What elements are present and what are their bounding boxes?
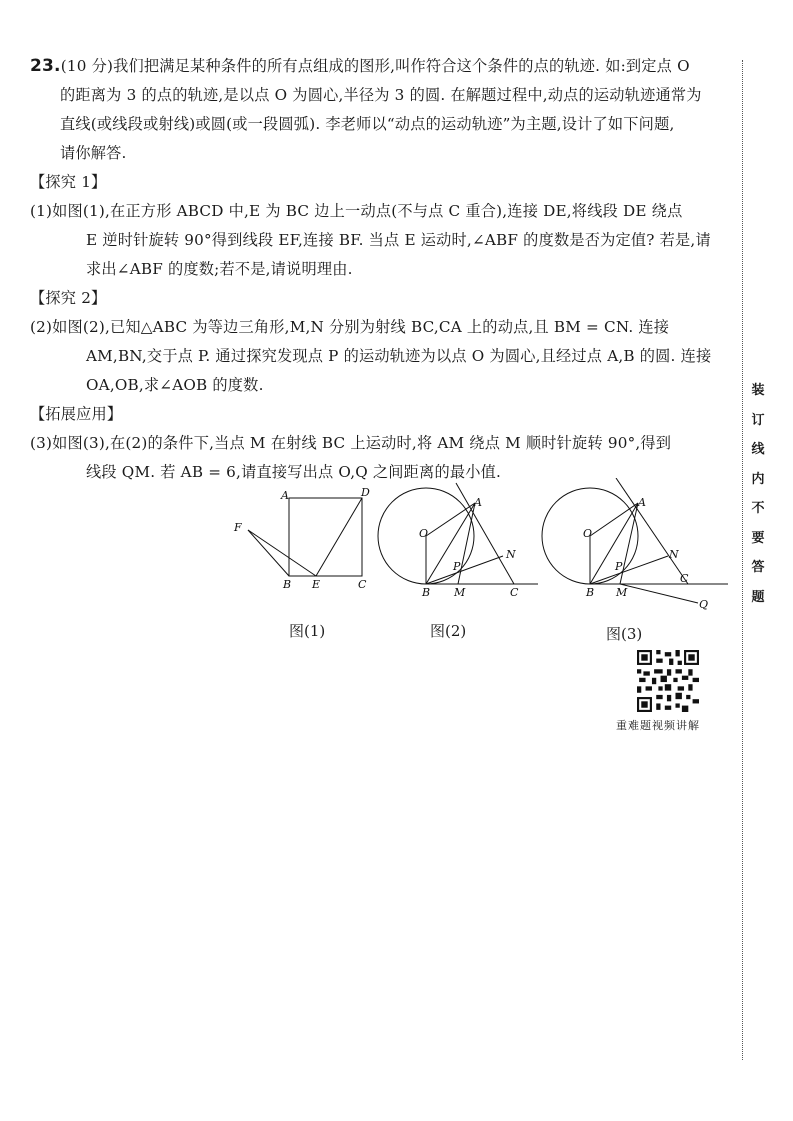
line-ac: [456, 483, 514, 584]
segment-oa-3: [590, 503, 638, 536]
section-explore-1-title: 【探究 1】: [30, 173, 107, 191]
fig3-label-p: P: [615, 560, 623, 573]
problem-intro-line-2: 的距离为 3 的点的轨迹,是以点 O 为圆心,半径为 3 的圆. 在解题过程中,动点的运动轨迹通常为: [60, 86, 702, 104]
fig3-label-o: O: [583, 527, 593, 540]
fig1-label-b: B: [283, 578, 292, 591]
qr-caption: 重难题视频讲解: [616, 719, 700, 732]
fig1-label-a: A: [281, 489, 289, 502]
section-extension-title: 【拓展应用】: [30, 405, 123, 423]
fig1-label-d: D: [361, 486, 370, 499]
binding-char: 题: [751, 589, 765, 605]
part3-line-2: 线段 QM. 若 AB = 6,请直接写出点 O,Q 之间距离的最小值.: [86, 463, 502, 481]
fig1-label-f: F: [234, 521, 242, 534]
binding-char: 答: [751, 560, 765, 575]
fig1-label-e: E: [312, 578, 321, 591]
section-explore-2-title: 【探究 2】: [30, 289, 107, 307]
binding-char: 装: [751, 383, 765, 398]
caption-figure-1: 图(1): [289, 622, 326, 640]
segment-am-3: [620, 503, 638, 584]
part2-line-2: AM,BN,交于点 P. 通过探究发现点 P 的运动轨迹为以点 O 为圆心,且经过点 A,B 的圆. 连接: [86, 347, 712, 365]
part1-line-3: 求出∠ABF 的度数;若不是,请说明理由.: [86, 260, 353, 278]
segment-ef: [248, 530, 316, 576]
problem-number: 23.: [30, 56, 61, 76]
fig3-label-n: N: [669, 548, 679, 561]
problem-23: [30, 52, 730, 487]
fig3-label-a: A: [638, 496, 646, 509]
fig3-label-c: C: [680, 572, 689, 585]
fig1-label-c: C: [358, 578, 367, 591]
segment-am: [458, 503, 475, 584]
fig3-label-b: B: [586, 586, 595, 599]
qr-code-icon[interactable]: [637, 650, 699, 712]
fig3-label-q: Q: [699, 598, 709, 611]
segment-ab: [426, 503, 475, 584]
fig2-label-b: B: [422, 586, 431, 599]
segment-mq: [620, 584, 698, 603]
part1-line-1: (1)如图(1),在正方形 ABCD 中,E 为 BC 边上一动点(不与点 C 重合),连接 DE,将线段 DE 绕点: [30, 202, 683, 220]
figure-1-diagram: [248, 498, 362, 576]
square-abcd: [289, 498, 362, 576]
fig2-label-o: O: [419, 527, 429, 540]
caption-figure-3: 图(3): [606, 625, 643, 643]
fig2-label-a: A: [474, 496, 482, 509]
part1-line-2: E 逆时针旋转 90°得到线段 EF,连接 BF. 当点 E 运动时,∠ABF 的度数是否为定值? 若是,请: [86, 231, 711, 249]
binding-char: 订: [751, 412, 765, 428]
fig2-label-m: M: [454, 586, 466, 599]
fig2-label-c: C: [510, 586, 519, 599]
part2-line-3: OA,OB,求∠AOB 的度数.: [86, 376, 264, 394]
line-ac-3: [616, 478, 688, 584]
binding-notice: [750, 376, 766, 612]
binding-char: 线: [751, 442, 765, 457]
segment-ab-3: [590, 503, 638, 584]
problem-intro-line-1: 23.(10 分)我们把满足某种条件的所有点组成的图形,叫作符合这个条件的点的轨迹. 如:到定点 O: [30, 56, 690, 76]
problem-intro-line-4: 请你解答.: [60, 144, 127, 162]
problem-intro-line-3: 直线(或线段或射线)或圆(或一段圆弧). 李老师以“动点的运动轨迹”为主题,设计了如下问题,: [60, 115, 675, 133]
fig2-label-n: N: [506, 548, 516, 561]
figure-3-diagram: [542, 478, 728, 603]
part2-line-1: (2)如图(2),已知△ABC 为等边三角形,M,N 分别为射线 BC,CA 上的动点,且 BM = CN. 连接: [30, 318, 670, 336]
segment-de: [316, 498, 362, 576]
binding-char: 要: [751, 530, 765, 546]
binding-char: 内: [751, 471, 765, 487]
segment-oa: [426, 503, 475, 536]
segment-bn: [426, 556, 503, 584]
segment-bn-3: [590, 556, 668, 584]
part3-line-1: (3)如图(3),在(2)的条件下,当点 M 在射线 BC 上运动时,将 AM 绕点 M 顺时针旋转 90°,得到: [30, 434, 672, 452]
fig2-label-p: P: [453, 560, 461, 573]
caption-figure-2: 图(2): [430, 622, 467, 640]
binding-dotted-line: [742, 60, 743, 1060]
fig3-label-m: M: [616, 586, 628, 599]
binding-char: 不: [751, 501, 765, 516]
